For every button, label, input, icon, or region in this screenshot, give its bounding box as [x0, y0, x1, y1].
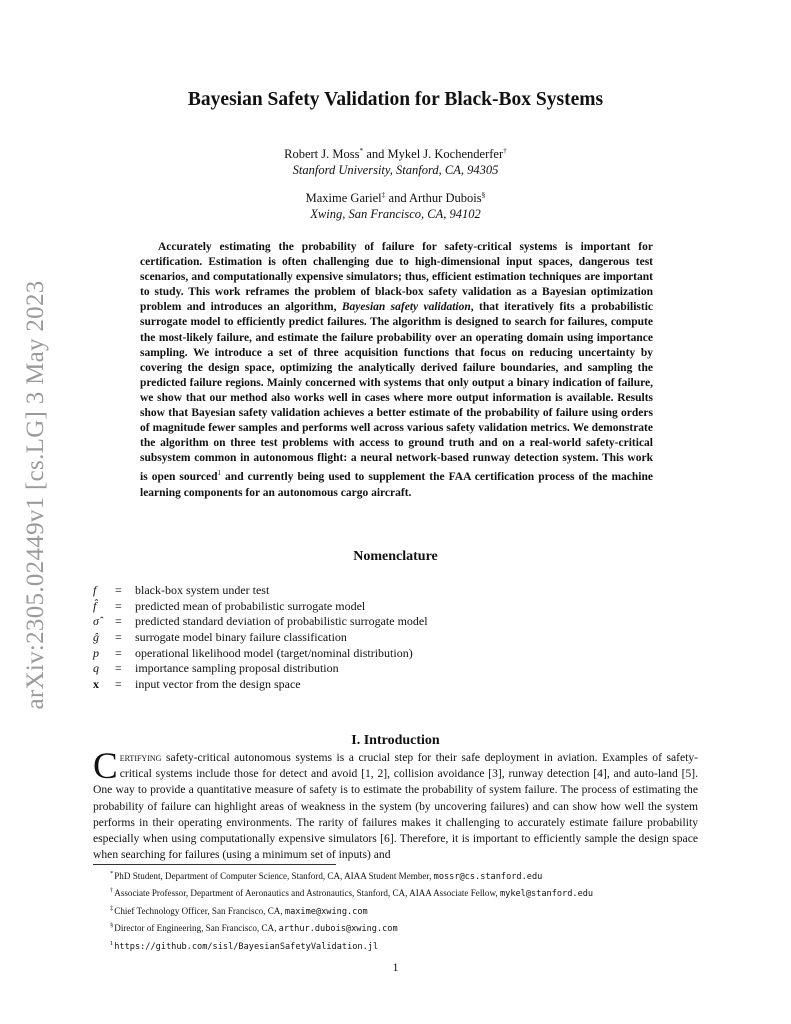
footnote	[110, 884, 593, 901]
nomenclature-definition: predicted mean of probabilistic surrogate model	[135, 598, 366, 613]
nomenclature-item	[93, 645, 428, 661]
nomenclature-symbol: σ̂	[93, 614, 99, 629]
nomenclature-item	[93, 677, 428, 693]
footnote	[110, 902, 593, 919]
nomenclature-definition: black-box system under test	[135, 583, 270, 598]
nomenclature-equals: =	[115, 630, 122, 645]
footnote-separator	[93, 864, 336, 865]
abstract-text: and currently being used to supplement the FAA certification process of the machine learning components for an autonomous cargo aircraft.	[140, 471, 653, 499]
nomenclature-symbol: f̂	[93, 598, 97, 613]
nomenclature-equals: =	[115, 645, 122, 660]
introduction-paragraph	[93, 746, 698, 863]
footnote-mark: §	[110, 922, 114, 930]
abstract-text: , that iteratively fits a probabilistic surrogate model to efficiently predict failures. The algorithm is designed to search for failures, compute the most-likely failure, and estimate the failure probability over an operating domain using importance sampling. We introduce a set of three acquisition functions that focus on reducing uncertainty by covering the design space, optimizing the analytically derived failure boundaries, and sampling the predicted failure regions. Mainly concerned with systems that only output a binary indication of failure, we show that our method also works well in cases where more output information is available. Results show that Bayesian safety validation achieves a better estimate of the probability of failure using orders of magnitude fewer samples and performs well across various safety validation metrics. We demonstrate the algorithm on three test problems with access to ground truth and on a real-world safety-critical subsystem common in autonomous flight: a neural network-based runway detection system. This work is open sourced	[140, 301, 653, 484]
footnote-text: PhD Student, Department of Computer Science, Stanford, CA, AIAA Student Member,	[114, 871, 434, 881]
introduction-body	[93, 746, 698, 863]
author-conjunction: and	[385, 191, 410, 205]
nomenclature-definition: input vector from the design space	[135, 676, 301, 691]
nomenclature-heading: Nomenclature	[353, 549, 438, 564]
nomenclature-item	[93, 630, 428, 646]
nomenclature-equals: =	[115, 661, 122, 676]
nomenclature-definition: surrogate model binary failure classification	[135, 630, 347, 645]
author-affiliation: Stanford University, Stanford, CA, 94305	[292, 163, 499, 177]
nomenclature-item	[93, 661, 428, 677]
footnote-marker: 1	[217, 469, 222, 478]
footnote	[110, 867, 593, 884]
nomenclature-equals: =	[115, 598, 122, 613]
footnote-mark: *	[110, 870, 114, 877]
page-number: 1	[392, 960, 399, 974]
section-heading-introduction: I. Introduction	[351, 733, 440, 748]
author-name: Maxime Gariel	[305, 191, 382, 205]
author-name: Mykel J. Kochenderfer	[387, 147, 504, 161]
abstract-text: Accurately estimating the probability of failure for safety-critical systems is important for certification. Estimation is often challenging due to high-dimensional input spaces, dangerous test scenarios, and computationally expensive simulators; thus, efficient estimation techniques are important to study. This work reframes the problem of black-box safety validation as a Bayesian optimization problem and introduces an algorithm,	[140, 241, 653, 314]
footnote-email: arthur.dubois@xwing.com	[278, 924, 398, 935]
abstract	[140, 240, 653, 501]
nomenclature-item	[93, 599, 428, 615]
nomenclature-equals: =	[115, 614, 122, 629]
author-block-stanford	[0, 146, 791, 178]
author-conjunction: and	[363, 147, 388, 161]
footnote-email: mossr@cs.stanford.edu	[433, 872, 543, 882]
footnote-email: maxime@xwing.com	[284, 906, 368, 917]
small-caps-lead: ertifying	[119, 751, 162, 764]
nomenclature-equals: =	[115, 583, 122, 598]
author-mark: *	[359, 146, 364, 155]
nomenclature-symbol: ĝ	[93, 630, 99, 645]
nomenclature-item	[93, 614, 428, 630]
footnote-mark: ‡	[110, 904, 114, 912]
abstract-emphasis: Bayesian safety validation	[341, 301, 471, 314]
footnote-email: mykel@stanford.edu	[499, 889, 594, 900]
nomenclature-list	[93, 583, 428, 692]
abstract-paragraph	[140, 240, 653, 501]
footnote-text: Director of Engineering, San Francisco, CA,	[114, 923, 279, 934]
author-mark: ‡	[381, 190, 386, 199]
nomenclature-symbol: p	[93, 645, 99, 660]
nomenclature-equals: =	[115, 676, 122, 691]
nomenclature-definition: predicted standard deviation of probabilistic surrogate model	[135, 614, 428, 629]
footnote-mark: †	[110, 887, 114, 895]
nomenclature-definition: importance sampling proposal distribution	[135, 661, 339, 676]
nomenclature-symbol: q	[93, 661, 99, 676]
footnote-mark: 1	[110, 939, 114, 947]
footnote	[110, 919, 593, 936]
nomenclature-definition: operational likelihood model (target/nominal distribution)	[135, 645, 413, 660]
introduction-text: safety-critical autonomous systems is a crucial step for their safe deployment in aviation. Examples of safety-critical systems include those for detect and avoid [1, 2], collision avoidance [3], runway detection [4], and auto-land [5]. One way to provide a quantitative measure of safety is to estimate the probability of system failure. The process of estimating the probability of failure can highlight areas of weakness in the system (by uncovering failures) and can show how well the system performs in their operating environments. The rarity of failures makes it challenging to accurately estimate failure probability especially when using computationally expensive simulators [6]. Therefore, it is important to efficiently sample the design space when searching for failures (using a minimum set of inputs) and	[93, 751, 698, 862]
author-mark: §	[481, 190, 486, 199]
footnote-text: Chief Technology Officer, San Francisco, CA,	[114, 905, 285, 916]
author-name: Arthur Dubois	[409, 191, 482, 205]
author-mark: †	[503, 146, 507, 155]
author-affiliation: Xwing, San Francisco, CA, 94102	[310, 207, 481, 221]
nomenclature-symbol: f	[93, 583, 97, 598]
footnote	[110, 937, 593, 954]
drop-cap: C	[93, 746, 118, 787]
nomenclature-item	[93, 583, 428, 599]
footnote-url[interactable]: https://github.com/sisl/BayesianSafetyValidation.jl	[114, 941, 379, 952]
paper-title: Bayesian Safety Validation for Black-Box Systems	[187, 89, 604, 110]
footnotes	[110, 867, 593, 954]
footnote-text: Associate Professor, Department of Aeronautics and Astronautics, Stanford, CA, AIAA Associate Fellow,	[114, 888, 500, 899]
author-block-xwing	[0, 190, 791, 222]
nomenclature-symbol: x	[93, 676, 99, 691]
author-name: Robert J. Moss	[284, 147, 360, 161]
arxiv-identifier: arXiv:2305.02449v1 [cs.LG] 3 May 2023	[22, 280, 49, 710]
